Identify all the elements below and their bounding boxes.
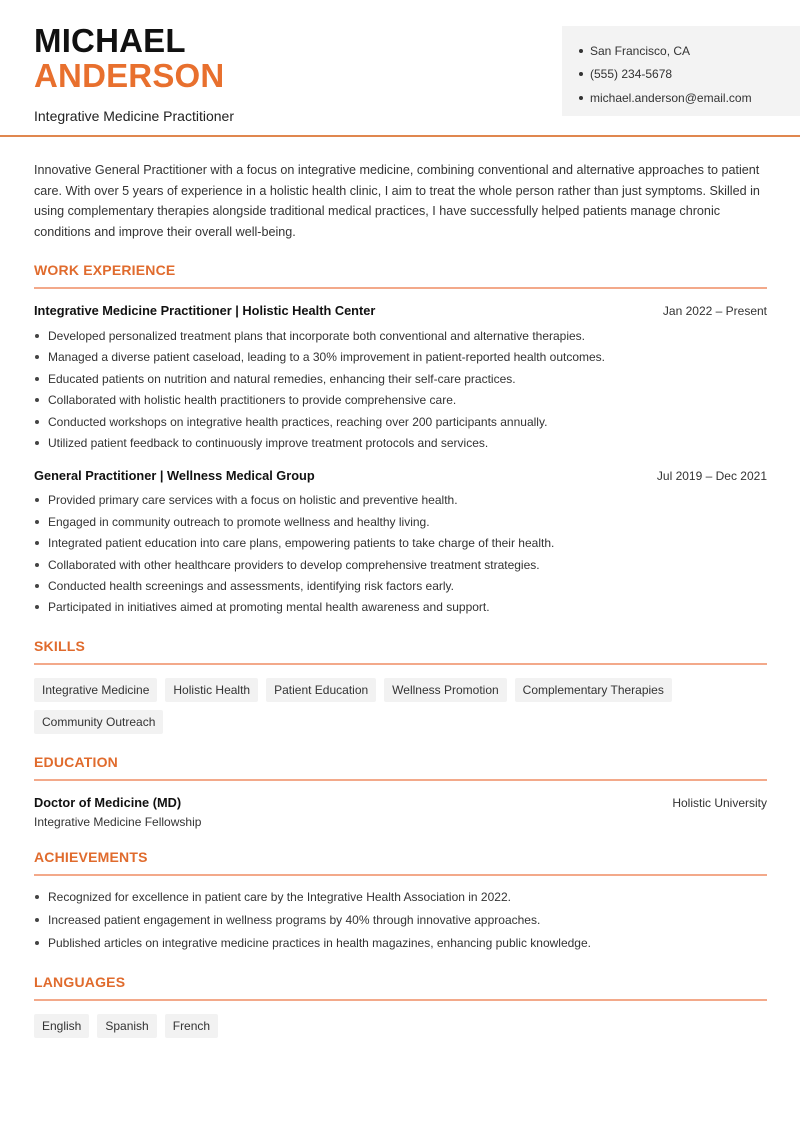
achievement-text: Increased patient engagement in wellness programs by 40% through innovative approaches.	[48, 912, 541, 927]
bullet-icon	[35, 398, 39, 402]
bullet-text: Collaborated with other healthcare providers to develop comprehensive treatment strategies.	[48, 557, 540, 572]
language-tags	[34, 1014, 767, 1038]
list-item	[34, 909, 767, 932]
bullet-icon	[579, 49, 583, 53]
bullet-icon	[35, 420, 39, 424]
list-item	[34, 554, 767, 575]
skill-tag: Wellness Promotion	[384, 678, 507, 702]
achievement-text: Published articles on integrative medicine practices in health magazines, enhancing public knowledge.	[48, 935, 591, 950]
bullet-icon	[35, 498, 39, 502]
job-bullets	[34, 325, 767, 453]
job-entry	[34, 468, 767, 618]
bullet-text: Collaborated with holistic health practitioners to provide comprehensive care.	[48, 393, 457, 408]
list-item	[34, 325, 767, 346]
bullet-text: Utilized patient feedback to continuously improve treatment protocols and services.	[48, 436, 489, 451]
education-header	[34, 795, 767, 810]
job-bullets	[34, 490, 767, 618]
list-item	[34, 432, 767, 453]
skill-tag: Patient Education	[266, 678, 376, 702]
resume-header	[0, 0, 800, 137]
section-title: WORK EXPERIENCE	[34, 262, 767, 289]
contact-email-text: michael.anderson@email.com	[590, 90, 752, 105]
skill-tag: Holistic Health	[165, 678, 258, 702]
education-entry	[34, 795, 767, 829]
education-detail: Integrative Medicine Fellowship	[34, 815, 202, 830]
job-dates: Jan 2022 – Present	[662, 304, 767, 319]
list-item	[34, 597, 767, 618]
job-header	[34, 468, 767, 483]
list-item	[34, 490, 767, 511]
bullet-icon	[35, 334, 39, 338]
list-item	[34, 411, 767, 432]
language-tag: Spanish	[97, 1014, 156, 1038]
bullet-text: Conducted health screenings and assessments, identifying risk factors early.	[48, 578, 454, 593]
education-degree: Doctor of Medicine (MD)	[34, 795, 182, 811]
contact-box	[562, 26, 800, 116]
bullet-icon	[579, 72, 583, 76]
job-role: Integrative Medicine Practitioner | Holistic Health Center	[34, 303, 376, 319]
list-item	[34, 511, 767, 532]
contact-email	[579, 86, 800, 110]
language-tag: English	[34, 1014, 89, 1038]
first-name: MICHAEL	[34, 22, 186, 59]
bullet-text: Managed a diverse patient caseload, leading to a 30% improvement in patient-reported health outcomes.	[48, 350, 606, 365]
section-title: SKILLS	[34, 638, 767, 665]
bullet-text: Provided primary care services with a focus on holistic and preventive health.	[48, 493, 458, 508]
job-header	[34, 303, 767, 318]
skill-tag: Complementary Therapies	[515, 678, 672, 702]
list-item	[34, 347, 767, 368]
achievement-text: Recognized for excellence in patient care by the Integrative Health Association in 2022.	[48, 890, 511, 905]
bullet-icon	[35, 355, 39, 359]
contact-location-text: San Francisco, CA	[590, 43, 691, 58]
bullet-icon	[35, 563, 39, 567]
education-school: Holistic University	[672, 796, 767, 811]
bullet-icon	[35, 441, 39, 445]
bullet-text: Participated in initiatives aimed at promoting mental health awareness and support.	[48, 600, 490, 615]
achievements-list	[34, 886, 767, 954]
bullet-icon	[35, 377, 39, 381]
bullet-icon	[35, 584, 39, 588]
bullet-icon	[35, 941, 39, 945]
skill-tag: Community Outreach	[34, 710, 163, 734]
skills-section	[34, 638, 767, 734]
contact-phone-text: (555) 234-5678	[590, 67, 673, 82]
section-title: LANGUAGES	[34, 974, 767, 1001]
language-tag: French	[165, 1014, 218, 1038]
bullet-icon	[35, 541, 39, 545]
education-section	[34, 754, 767, 829]
bullet-text: Developed personalized treatment plans that incorporate both conventional and alternative therapies.	[48, 329, 586, 344]
bullet-text: Engaged in community outreach to promote wellness and healthy living.	[48, 514, 430, 529]
list-item	[34, 886, 767, 909]
job-dates: Jul 2019 – Dec 2021	[656, 468, 767, 483]
bullet-text: Educated patients on nutrition and natural remedies, enhancing their self-care practices.	[48, 371, 516, 386]
bullet-icon	[35, 895, 39, 899]
name-block	[34, 24, 234, 124]
achievements-section	[34, 849, 767, 954]
list-item	[34, 575, 767, 596]
languages-section	[34, 974, 767, 1038]
contact-phone	[579, 63, 800, 87]
summary: Innovative General Practitioner with a focus on integrative medicine, combining conventional and alternative approaches to patient care. With over 5 years of experience in a holistic health clinic, I aim to treat the whole person rather than just symptoms. Skilled in using complementary therapies alongside traditional medical practices, I have successfully helped patients manage chronic conditions and improve their overall well-being.	[34, 163, 760, 239]
list-item	[34, 931, 767, 954]
section-title: ACHIEVEMENTS	[34, 849, 767, 876]
job-entry	[34, 303, 767, 453]
section-title: EDUCATION	[34, 754, 767, 781]
skill-tag: Integrative Medicine	[34, 678, 157, 702]
bullet-icon	[579, 96, 583, 100]
work-experience-section	[34, 262, 767, 618]
contact-location	[579, 39, 800, 63]
list-item	[34, 533, 767, 554]
bullet-icon	[35, 605, 39, 609]
bullet-icon	[35, 520, 39, 524]
job-role: General Practitioner | Wellness Medical Group	[34, 467, 315, 483]
resume-content	[34, 160, 767, 1038]
bullet-text: Conducted workshops on integrative health practices, reaching over 200 participants annually.	[48, 414, 548, 429]
list-item	[34, 368, 767, 389]
job-title: Integrative Medicine Practitioner	[34, 108, 234, 124]
list-item	[34, 390, 767, 411]
skills-tags	[34, 678, 767, 734]
bullet-icon	[35, 918, 39, 922]
last-name: ANDERSON	[34, 57, 225, 94]
bullet-text: Integrated patient education into care plans, empowering patients to take charge of their health.	[48, 536, 555, 551]
